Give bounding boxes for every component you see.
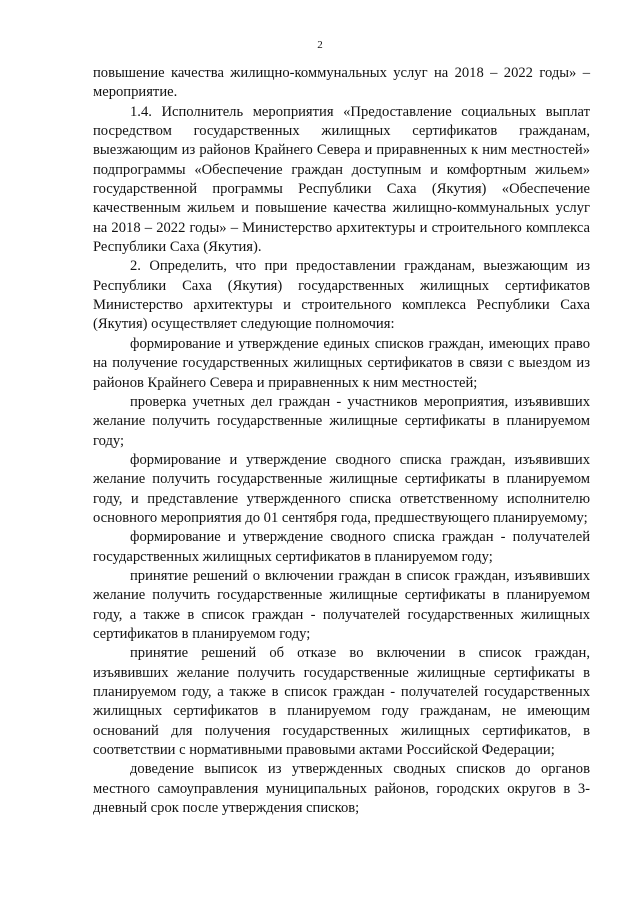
paragraph-1-4-executor: 1.4. Исполнитель мероприятия «Предоставление социальных выплат посредством государственных жилищных сертификатов гражданам, выезжающим из районов Крайнего Севера и приравненных к ним местностей» подпрограммы «Обеспечение граждан доступным и комфортным жильем» государственной программы Республики Саха (Якутия) «Обеспечение качественным жильем и повышение качества жилищно-коммунальных услуг на 2018 – 2022 годы» – Министерство архитектуры и строительного комплекса Республики Саха (Якутия).: [93, 103, 590, 256]
power-item-refusal-decisions: принятие решений об отказе во включении в список граждан, изъявивших желание получить государственные жилищные сертификаты в планируемом году, а также в список граждан - получателей государственных жилищных сертификатов в планируемом году гражданам, не имеющим оснований для получения государственных жилищных сертификатов, в соответствии с нормативными правовыми актами Российской Федерации;: [93, 645, 590, 759]
power-item-inclusion-decisions: принятие решений о включении граждан в список граждан, изъявивших желание получить государственные жилищные сертификаты в планируемом году, а также в список граждан - получателей государственных жилищных сертификатов в планируемом году;: [93, 567, 590, 642]
document-body: [93, 64, 590, 818]
power-item-summary-list-applicants: формирование и утверждение сводного списка граждан, изъявивших желание получить государственные жилищные сертификаты в планируемом году, и представление утвержденного списка ответственному исполнителю основного мероприятия до 01 сентября года, предшествующего планируемому;: [93, 451, 590, 526]
power-item-deliver-extracts: доведение выписок из утвержденных сводных списков до органов местного самоуправления муниципальных районов, городских округов в 3-дневный срок после утверждения списков;: [93, 761, 590, 817]
power-item-unified-lists: формирование и утверждение единых списков граждан, имеющих право на получение государственных жилищных сертификатов в связи с выездом из районов Крайнего Севера и приравненных к ним местностей;: [93, 335, 590, 391]
paragraph-continuation: повышение качества жилищно-коммунальных услуг на 2018 – 2022 годы» – мероприятие.: [93, 65, 590, 101]
power-item-summary-list-recipients: формирование и утверждение сводного списка граждан - получателей государственных жилищных сертификатов в планируемом году;: [93, 529, 590, 565]
power-item-verify-records: проверка учетных дел граждан - участников мероприятия, изъявивших желание получить государственные жилищные сертификаты в планируемом году;: [93, 393, 590, 449]
page-number: 2: [317, 39, 323, 51]
paragraph-2-powers: 2. Определить, что при предоставлении гражданам, выезжающим из Республики Саха (Якутия) государственных жилищных сертификатов Министерство архитектуры и строительного комплекса Республики Саха (Якутия) осуществляет следующие полномочия:: [93, 258, 590, 333]
